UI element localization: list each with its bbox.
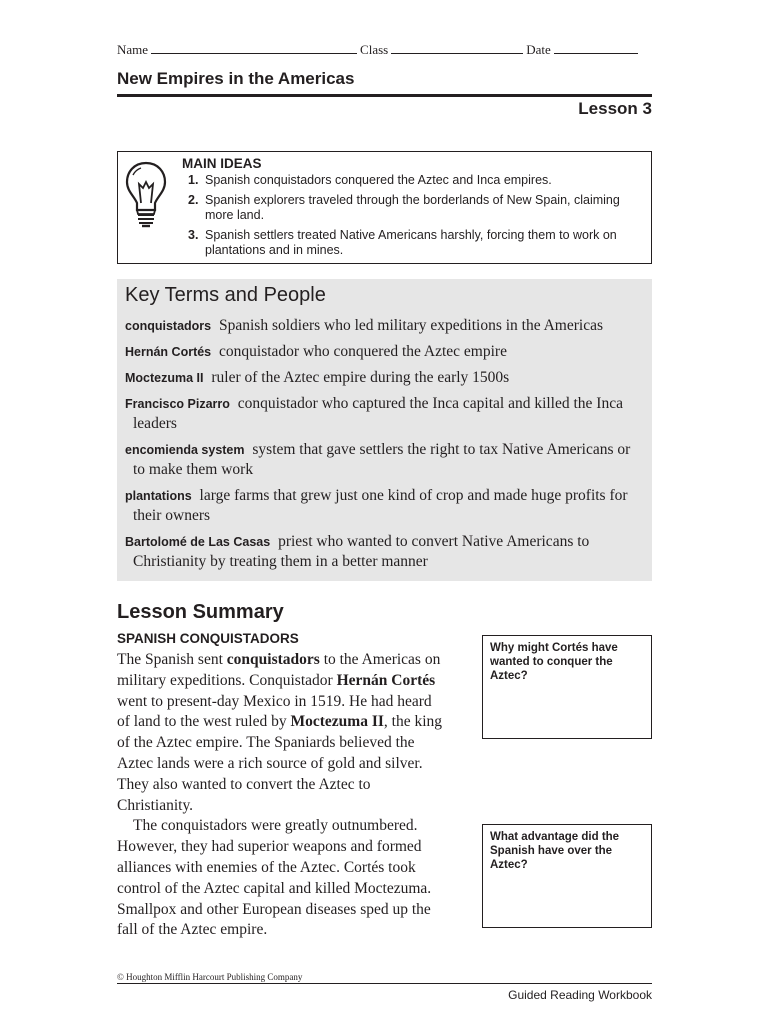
list-item: 2. Spanish explorers traveled through the borderlands of New Spain, claiming more land. (188, 193, 620, 222)
copyright-notice: © Houghton Mifflin Harcourt Publishing Company (117, 972, 303, 982)
date-field[interactable] (554, 42, 638, 54)
key-term-row (125, 316, 644, 336)
student-info-line (117, 42, 652, 62)
main-ideas-list (188, 173, 643, 263)
key-term: conquistadors (125, 319, 212, 333)
key-term-row (125, 368, 644, 388)
summary-body (117, 650, 447, 941)
lesson-label: Lesson 3 (578, 99, 652, 118)
summary-paragraph-1: The Spanish sent conquistadors to the Americas on military expeditions. Conquistador Hernán Cortés went to present-day Mexico in 1519. He had heard of land to the west ruled by Moctezuma II, the king of the Aztec empire. The Spaniards believed the Aztec lands were a rich source of gold and silver. They also wanted to convert the Aztec to Christianity. (117, 651, 443, 814)
key-term-definition: Spanish soldiers who led military expeditions in the Americas (219, 317, 603, 334)
main-ideas-box (117, 151, 652, 264)
list-item: 1. Spanish conquistadors conquered the Aztec and Inca empires. (188, 173, 552, 187)
date-label: Date (526, 42, 551, 57)
key-term: Francisco Pizarro (125, 397, 230, 411)
question-box[interactable] (482, 824, 652, 928)
key-term-definition: system that gave settlers the right to tax Native Americans or to make them work (133, 441, 631, 478)
key-term: encomienda system (125, 443, 245, 457)
section-heading: SPANISH CONQUISTADORS (117, 631, 299, 646)
key-term-definition: priest who wanted to convert Native Americans to Christianity by treating them in a better manner (133, 533, 590, 570)
class-field[interactable] (391, 42, 523, 54)
lightbulb-icon (124, 160, 168, 230)
name-field[interactable] (151, 42, 357, 54)
class-label: Class (360, 42, 389, 57)
key-term-definition: conquistador who conquered the Aztec empire (219, 343, 507, 360)
key-term: plantations (125, 489, 192, 503)
key-term-definition: large farms that grew just one kind of crop and made huge profits for their owners (133, 487, 628, 524)
question-text: What advantage did the Spanish have over the Aztec? (490, 831, 620, 871)
key-term: Moctezuma II (125, 371, 204, 385)
main-ideas-heading: MAIN IDEAS (182, 156, 262, 171)
list-item: 3. Spanish settlers treated Native Americans harshly, forcing them to work on plantations and in mines. (188, 228, 617, 257)
footer-divider (117, 983, 652, 984)
question-text: Why might Cortés have wanted to conquer the Aztec? (490, 642, 618, 682)
key-term-row (125, 440, 644, 480)
key-term-row (125, 394, 644, 434)
key-term-row (125, 532, 644, 572)
key-term-definition: ruler of the Aztec empire during the early 1500s (211, 369, 510, 386)
key-term-definition: conquistador who captured the Inca capital and killed the Inca leaders (133, 395, 623, 432)
workbook-title: Guided Reading Workbook (508, 988, 652, 1002)
key-term: Bartolomé de Las Casas (125, 535, 271, 549)
summary-paragraph-2: The conquistadors were greatly outnumbered. However, they had superior weapons and formed alliances with enemies of the Aztec. Cortés took control of the Aztec capital and killed Moctezuma. Smallpox and other European diseases sped up the fall of the Aztec empire. (117, 817, 432, 939)
key-terms-panel (117, 279, 652, 581)
question-box[interactable] (482, 635, 652, 739)
lesson-summary-heading: Lesson Summary (117, 601, 284, 623)
title-divider (117, 94, 652, 97)
key-term-row (125, 342, 644, 362)
key-terms-heading: Key Terms and People (125, 284, 326, 306)
key-term-row (125, 486, 644, 526)
key-term: Hernán Cortés (125, 345, 212, 359)
page-title: New Empires in the Americas (117, 69, 355, 88)
name-label: Name (117, 42, 149, 57)
